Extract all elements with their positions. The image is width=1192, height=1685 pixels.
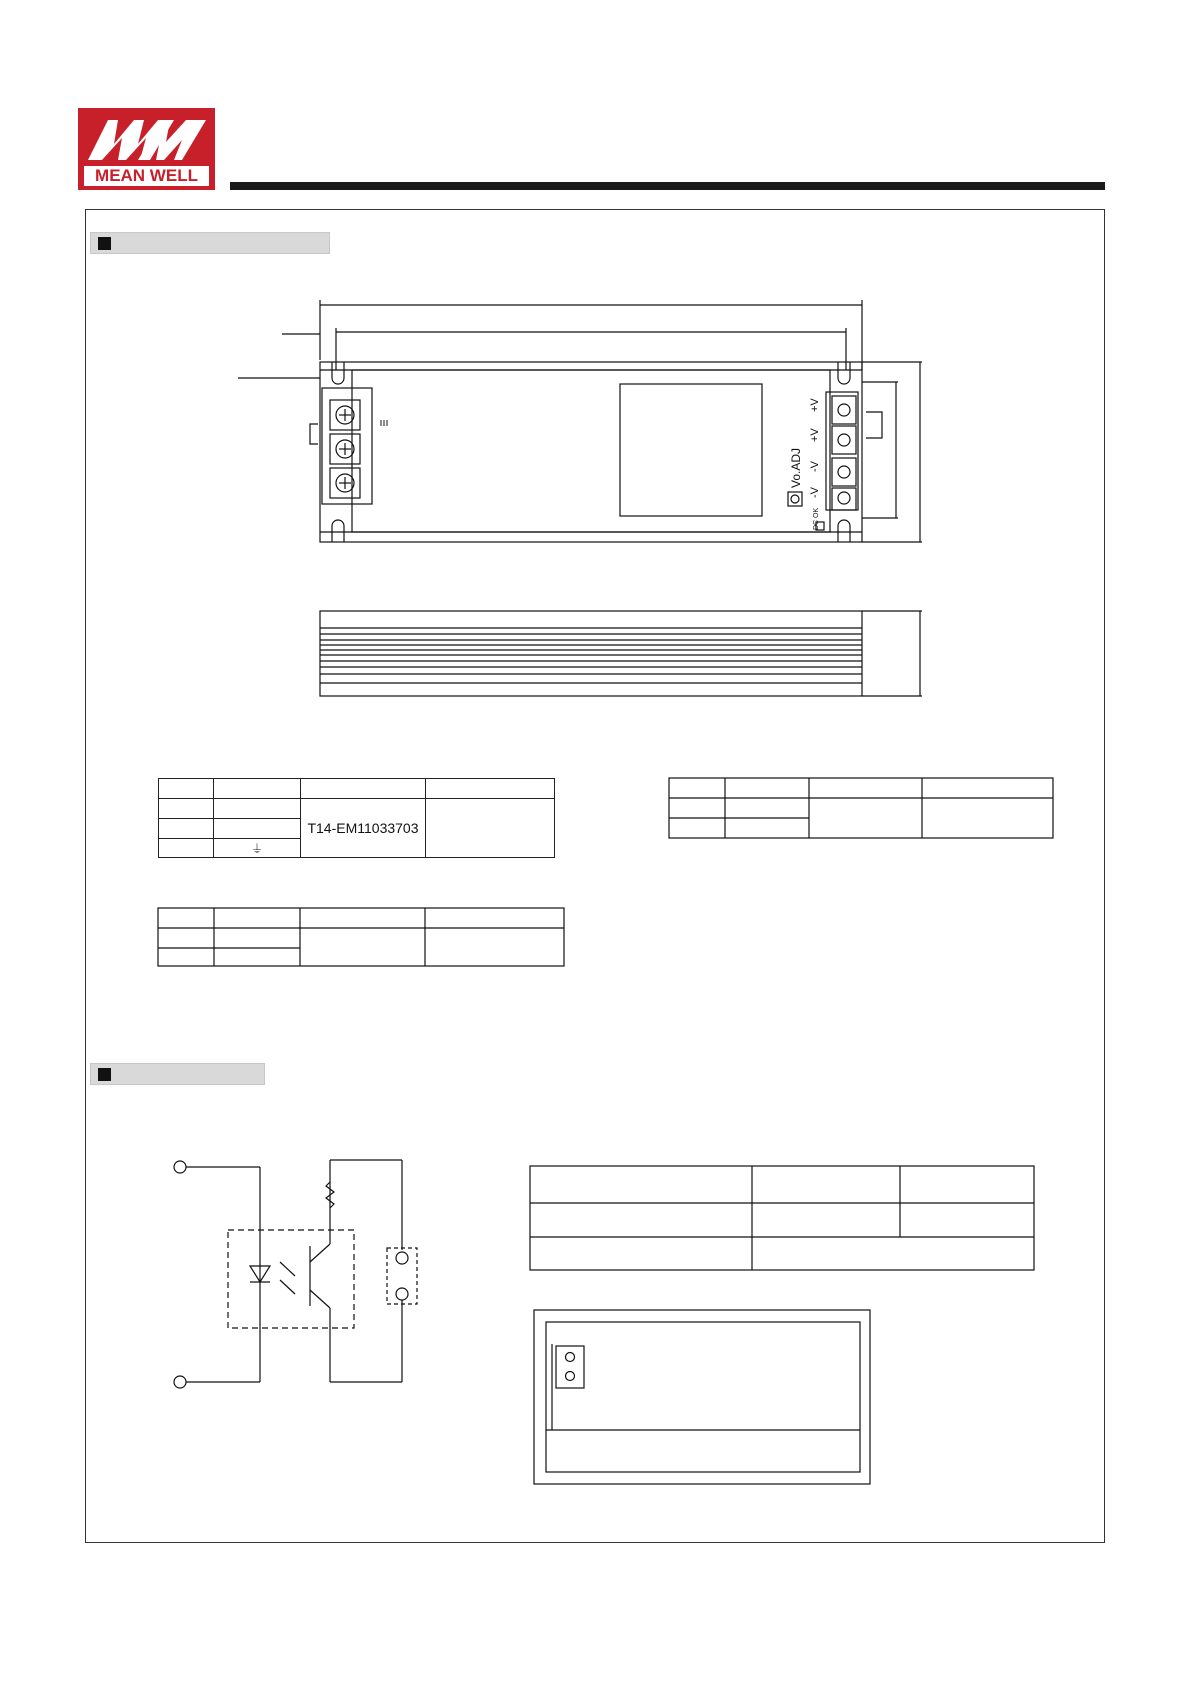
terminal-label: -V [809, 461, 821, 472]
terminal-label: -V [809, 487, 821, 498]
side-view-drawing [320, 611, 922, 696]
table-cell [159, 839, 214, 858]
table-cell [214, 799, 301, 819]
dc-ok-connector-view [534, 1310, 870, 1484]
table-cell [301, 779, 426, 799]
table-cell [159, 799, 214, 819]
dc-ok-label: DC OK [813, 507, 820, 530]
dc-ok-status-table [530, 1166, 1034, 1270]
terminal-label: +V [809, 428, 821, 442]
dc-ok-circuit-drawing [174, 1160, 417, 1388]
connector-table-right [669, 778, 1053, 838]
table-cell [426, 779, 555, 799]
table-cell [159, 779, 214, 799]
table-cell [214, 779, 301, 799]
ground-symbol-icon: ⏚ [214, 839, 301, 858]
top-view-drawing [238, 300, 922, 542]
table-cell [159, 819, 214, 839]
table-cell [426, 799, 555, 858]
terminal-label: +V [809, 398, 821, 412]
connector-table-left-1 [158, 778, 555, 858]
table-cell [214, 819, 301, 839]
logo-brand-text: MEAN WELL [95, 166, 198, 185]
connector-part-number: T14-EM11033703 [301, 799, 426, 858]
connector-table-left-2 [158, 908, 564, 966]
adjust-label: Vo.ADJ [789, 447, 803, 488]
